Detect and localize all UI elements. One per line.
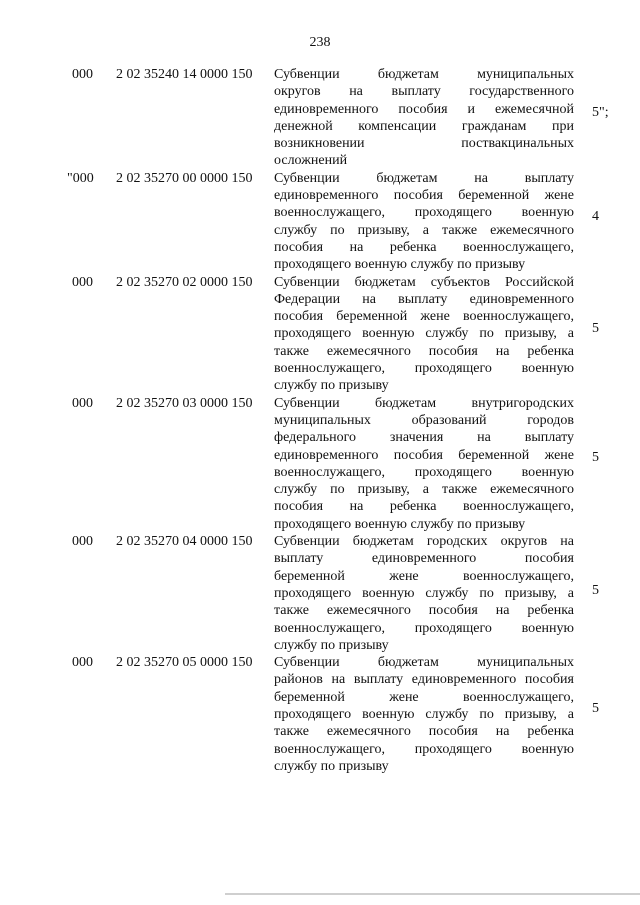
classification-code: 2 02 35270 00 0000 150 — [116, 170, 253, 186]
description-line: Субвенции бюджетам на выплату — [274, 170, 574, 186]
table-row — [0, 533, 640, 654]
description-line: федерального значения на выплату — [274, 430, 574, 446]
description-line: денежной компенсации гражданам при — [274, 118, 574, 134]
description-line: Федерации на выплату единовременного — [274, 291, 574, 307]
description-line: пособия на ребенка военнослужащего, — [274, 499, 574, 515]
row-value: 5 — [592, 320, 599, 336]
classification-code: 2 02 35270 04 0000 150 — [116, 534, 253, 550]
row-description — [274, 170, 574, 274]
budget-table — [0, 66, 640, 775]
table-row — [0, 654, 640, 775]
description-line: службу по призыву — [274, 637, 389, 653]
description-line: Субвенции бюджетам муниципальных — [274, 655, 574, 671]
description-line: осложнений — [274, 153, 348, 169]
description-line: беременной жене военнослужащего, — [274, 689, 574, 705]
description-line: Субвенции бюджетам субъектов Российской — [274, 274, 574, 290]
admin-code: 000 — [72, 395, 93, 411]
description-line: проходящего военную службу по призыву, а — [274, 326, 574, 342]
description-line: единовременного пособия беременной жене — [274, 188, 574, 204]
description-line: также ежемесячного пособия на ребенка — [274, 343, 574, 359]
classification-code: 2 02 35270 05 0000 150 — [116, 655, 253, 671]
row-value: 5 — [592, 449, 599, 465]
description-line: районов на выплату единовременного пособия — [274, 672, 574, 688]
row-description — [274, 395, 574, 533]
description-line: военнослужащего, проходящего военную — [274, 205, 574, 221]
row-description — [274, 66, 574, 170]
description-line: выплату единовременного пособия — [274, 551, 574, 567]
table-row — [0, 66, 640, 170]
description-line: Субвенции бюджетам внутригородских — [274, 395, 574, 411]
table-row — [0, 170, 640, 274]
description-line: единовременного пособия беременной жене — [274, 447, 574, 463]
row-description — [274, 654, 574, 775]
description-line: военнослужащего, проходящего военную — [274, 620, 574, 636]
page-number: 238 — [309, 35, 331, 50]
description-line: службу по призыву — [274, 378, 389, 394]
admin-code: 000 — [72, 655, 93, 671]
row-description — [274, 274, 574, 395]
description-line: пособия на ребенка военнослужащего, — [274, 239, 574, 255]
row-value: 5"; — [592, 105, 609, 120]
admin-code: 000 — [72, 274, 93, 290]
description-line: службу по призыву — [274, 758, 389, 774]
description-line: также ежемесячного пособия на ребенка — [274, 724, 574, 740]
row-value: 5 — [592, 701, 599, 717]
admin-code: 000 — [72, 534, 93, 550]
description-line: возникновении поствакцинальных — [274, 136, 574, 152]
admin-code: "000 — [67, 170, 94, 186]
table-row — [0, 274, 640, 395]
classification-code: 2 02 35270 02 0000 150 — [116, 274, 253, 290]
scan-edge-line — [225, 893, 640, 895]
description-line: военнослужащего, проходящего военную — [274, 464, 574, 480]
description-line: проходящего военную службу по призыву — [274, 516, 526, 532]
description-line: Субвенции бюджетам городских округов на — [274, 534, 574, 550]
description-line: округов на выплату государственного — [274, 84, 574, 100]
description-line: проходящего военную службу по призыву — [274, 257, 526, 273]
description-line: проходящего военную службу по призыву, а — [274, 585, 574, 601]
classification-code: 2 02 35240 14 0000 150 — [116, 67, 253, 82]
description-line: муниципальных образований городов — [274, 412, 574, 428]
admin-code: 000 — [72, 67, 93, 82]
description-line: Субвенции бюджетам муниципальных — [274, 67, 574, 82]
row-description — [274, 533, 574, 654]
row-value: 5 — [592, 583, 599, 599]
row-value: 4 — [592, 208, 599, 224]
description-line: пособия беременной жене военнослужащего, — [274, 309, 574, 325]
description-line: военнослужащего, проходящего военную — [274, 361, 574, 377]
description-line: также ежемесячного пособия на ребенка — [274, 603, 574, 619]
table-row — [0, 395, 640, 533]
description-line: военнослужащего, проходящего военную — [274, 741, 574, 757]
description-line: службу по призыву, а также ежемесячного — [274, 482, 574, 498]
classification-code: 2 02 35270 03 0000 150 — [116, 395, 253, 411]
description-line: проходящего военную службу по призыву, а — [274, 706, 574, 722]
description-line: беременной жене военнослужащего, — [274, 568, 574, 584]
description-line: службу по призыву, а также ежемесячного — [274, 222, 574, 238]
description-line: единовременного пособия и ежемесячной — [274, 101, 574, 117]
